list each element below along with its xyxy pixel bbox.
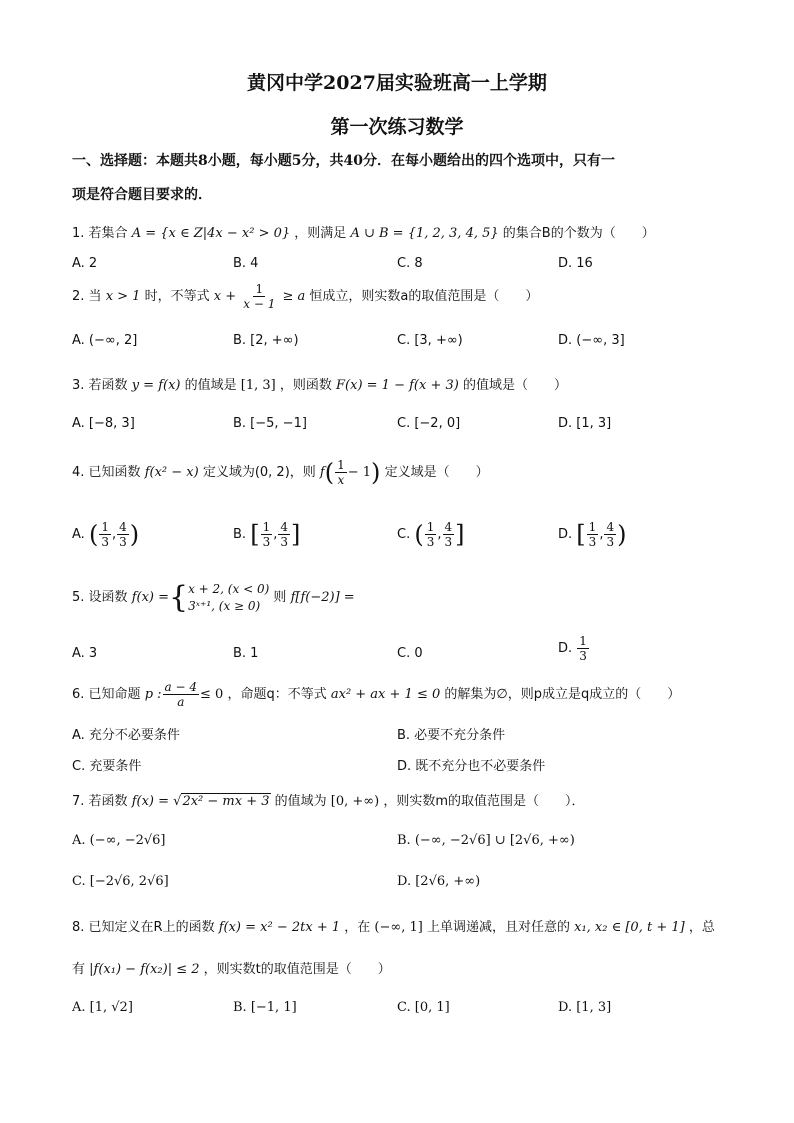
q4-function-1: f(x² − x) <box>144 465 199 480</box>
q3-capital-function: F(x) = 1 − f(x + 3) <box>336 378 459 393</box>
q8-text4: ，总 <box>688 920 715 935</box>
q8-interval: (−∞, 1] <box>374 920 423 935</box>
q3-prefix: 3. 若函数 <box>72 378 128 393</box>
q2-option-d: D. (−∞, 3] <box>558 333 625 348</box>
q1-union: A ∪ B = {1, 2, 3, 4, 5} <box>350 226 499 241</box>
q3-option-c: C. [−2, 0] <box>397 416 461 431</box>
q2-fraction: $\frac{1}{x - 1}$ <box>243 282 276 311</box>
q2-ge: ≥ a <box>282 289 306 304</box>
q4-tail: 定义域是（ ） <box>384 465 489 480</box>
q3-text3: ，则函数 <box>279 378 332 393</box>
q8-vars: x₁, x₂ ∈ [0, t + 1] <box>574 920 685 935</box>
q6-tail: 的解集为∅，则p成立是q成立的（ ） <box>444 687 681 702</box>
q2-condition: x > 1 <box>105 289 141 304</box>
q1-mid: ，则满足 <box>294 226 347 241</box>
question-4: 4. 已知函数 f(x² − x) 定义域为(0, 2)，则 f( $\frac{1}{x}$ − 1) 定义域是（ ） <box>72 458 489 487</box>
q7-text2: 的值域为 <box>274 794 327 809</box>
q3-option-b: B. [−5, −1] <box>233 416 307 431</box>
section-heading-line1: 一、选择题：本题共8小题，每小题5分，共40分．在每小题给出的四个选项中，只有一 <box>72 153 615 169</box>
q5-expression: f[f(−2)] = <box>290 590 355 605</box>
q7-fx: f(x) = <box>131 794 169 809</box>
question-5: 5. 设函数 f(x) ={ x + 2, (x < 0) 3ˣ⁺¹, (x ≥ 0) 则 f[f(−2)] = <box>72 580 355 615</box>
page-title: 黄冈中学2027届实验班高一上学期 <box>247 72 547 94</box>
q6-prefix: 6. 已知命题 <box>72 687 141 702</box>
question-8-line2 <box>72 958 391 977</box>
q5-option-d: D. $\frac{1}{3}$ <box>558 634 587 663</box>
q7-range: [0, +∞) <box>330 794 380 809</box>
q8-tail: ，则实数t的取值范围是（ ） <box>203 962 391 977</box>
q4-f: f <box>319 465 325 480</box>
q2-tail: 恒成立，则实数a的取值范围是（ ） <box>309 289 539 304</box>
q6-option-d: D. 既不充分也不必要条件 <box>397 759 546 774</box>
q1-option-b: B. 4 <box>233 256 259 271</box>
q2-prefix: 2. 当 <box>72 289 102 304</box>
q8-option-d: D. [1, 3] <box>558 1000 612 1015</box>
q3-option-d: D. [1, 3] <box>558 416 612 431</box>
q6-option-a: A. 充分不必要条件 <box>72 728 180 743</box>
q1-tail: 的集合B的个数为（ ） <box>502 226 655 241</box>
q3-option-a: A. [−8, 3] <box>72 416 135 431</box>
q8-text2: ，在 <box>344 920 371 935</box>
q2-expr: x + <box>213 289 237 304</box>
q3-function: y = f(x) <box>131 378 181 393</box>
q8-option-c: C. [0, 1] <box>397 1000 450 1015</box>
q6-option-b: B. 必要不充分条件 <box>397 728 506 743</box>
q4-minus-one: − 1 <box>347 465 372 480</box>
q7-option-a: A. (−∞, −2√6] <box>72 833 166 848</box>
question-2 <box>72 282 538 311</box>
q8-prefix: 8. 已知定义在R上的函数 <box>72 920 215 935</box>
q8-fx: f(x) = x² − 2tx + 1 <box>218 920 341 935</box>
q8-abs-inequality: |f(x₁) − f(x₂)| ≤ 2 <box>89 962 200 977</box>
q5-prefix: 5. 设函数 <box>72 590 128 605</box>
q5-piecewise: x + 2, (x < 0) 3ˣ⁺¹, (x ≥ 0) <box>188 581 270 613</box>
q3-range: [1, 3] <box>240 378 276 393</box>
q1-option-a: A. 2 <box>72 256 98 271</box>
question-3 <box>72 374 567 393</box>
q5-option-c: C. 0 <box>397 646 423 661</box>
q6-p: p : <box>144 687 162 702</box>
q6-option-c: C. 充要条件 <box>72 759 142 774</box>
q6-le: ≤ 0 <box>200 687 224 702</box>
page-subtitle: 第一次练习数学 <box>330 116 464 138</box>
q8-option-b: B. [−1, 1] <box>233 1000 297 1015</box>
q6-text2: ，命题q：不等式 <box>227 687 327 702</box>
q8-option-a: A. [1, √2] <box>72 1000 133 1015</box>
q8-text3: 上单调递减，且对任意的 <box>426 920 570 935</box>
q7-tail: ，则实数m的取值范围是（ ）． <box>383 794 585 809</box>
question-6 <box>72 680 680 709</box>
q2-option-a: A. (−∞, 2] <box>72 333 138 348</box>
q4-option-d: D. [ $\frac{1}{3}$ , $\frac{4}{3}$ ) <box>558 520 627 549</box>
q4-text2: 定义域为(0, 2)，则 <box>202 465 316 480</box>
question-1 <box>72 222 655 241</box>
q5-fx: f(x) = <box>131 590 169 605</box>
q6-fraction: $\frac{a - 4}{a}$ <box>164 680 198 709</box>
q1-option-c: C. 8 <box>397 256 423 271</box>
q4-option-b: B. [ $\frac{1}{3}$ , $\frac{4}{3}$ ] <box>233 520 301 549</box>
q2-option-b: B. [2, +∞) <box>233 333 299 348</box>
q1-set-a: A = {x ∈ Z|4x − x² > 0} <box>131 226 291 241</box>
q7-option-c: C. [−2√6, 2√6] <box>72 874 169 889</box>
q8-line2-prefix: 有 <box>72 962 86 977</box>
q4-prefix: 4. 已知函数 <box>72 465 141 480</box>
q5-option-b: B. 1 <box>233 646 259 661</box>
q3-text2: 的值域是 <box>184 378 237 393</box>
q7-radicand: 2x² − mx + 3 <box>182 794 270 809</box>
q5-option-a: A. 3 <box>72 646 98 661</box>
q2-option-c: C. [3, +∞) <box>397 333 463 348</box>
q1-option-d: D. 16 <box>558 256 593 271</box>
q4-option-c: C. ( $\frac{1}{3}$ , $\frac{4}{3}$ ] <box>397 520 465 549</box>
q5-text2: 则 <box>273 590 287 605</box>
section-heading-line2: 项是符合题目要求的． <box>72 187 212 203</box>
q7-prefix: 7. 若函数 <box>72 794 128 809</box>
q7-option-d: D. [2√6, +∞) <box>397 874 481 889</box>
q1-prefix: 1. 若集合 <box>72 226 128 241</box>
question-8 <box>72 916 715 935</box>
q6-inequality: ax² + ax + 1 ≤ 0 <box>330 687 441 702</box>
q2-mid: 时，不等式 <box>144 289 210 304</box>
q7-option-b: B. (−∞, −2√6] ∪ [2√6, +∞) <box>397 833 575 848</box>
q3-tail: 的值域是（ ） <box>462 378 567 393</box>
question-7: 7. 若函数 f(x) = √2x² − mx + 3 的值域为 [0, +∞) ，则实数m的取值范围是（ ）． <box>72 794 585 809</box>
q4-option-a: A. ( $\frac{1}{3}$ , $\frac{4}{3}$ ) <box>72 520 140 549</box>
q4-fraction: $\frac{1}{x}$ <box>337 458 345 487</box>
